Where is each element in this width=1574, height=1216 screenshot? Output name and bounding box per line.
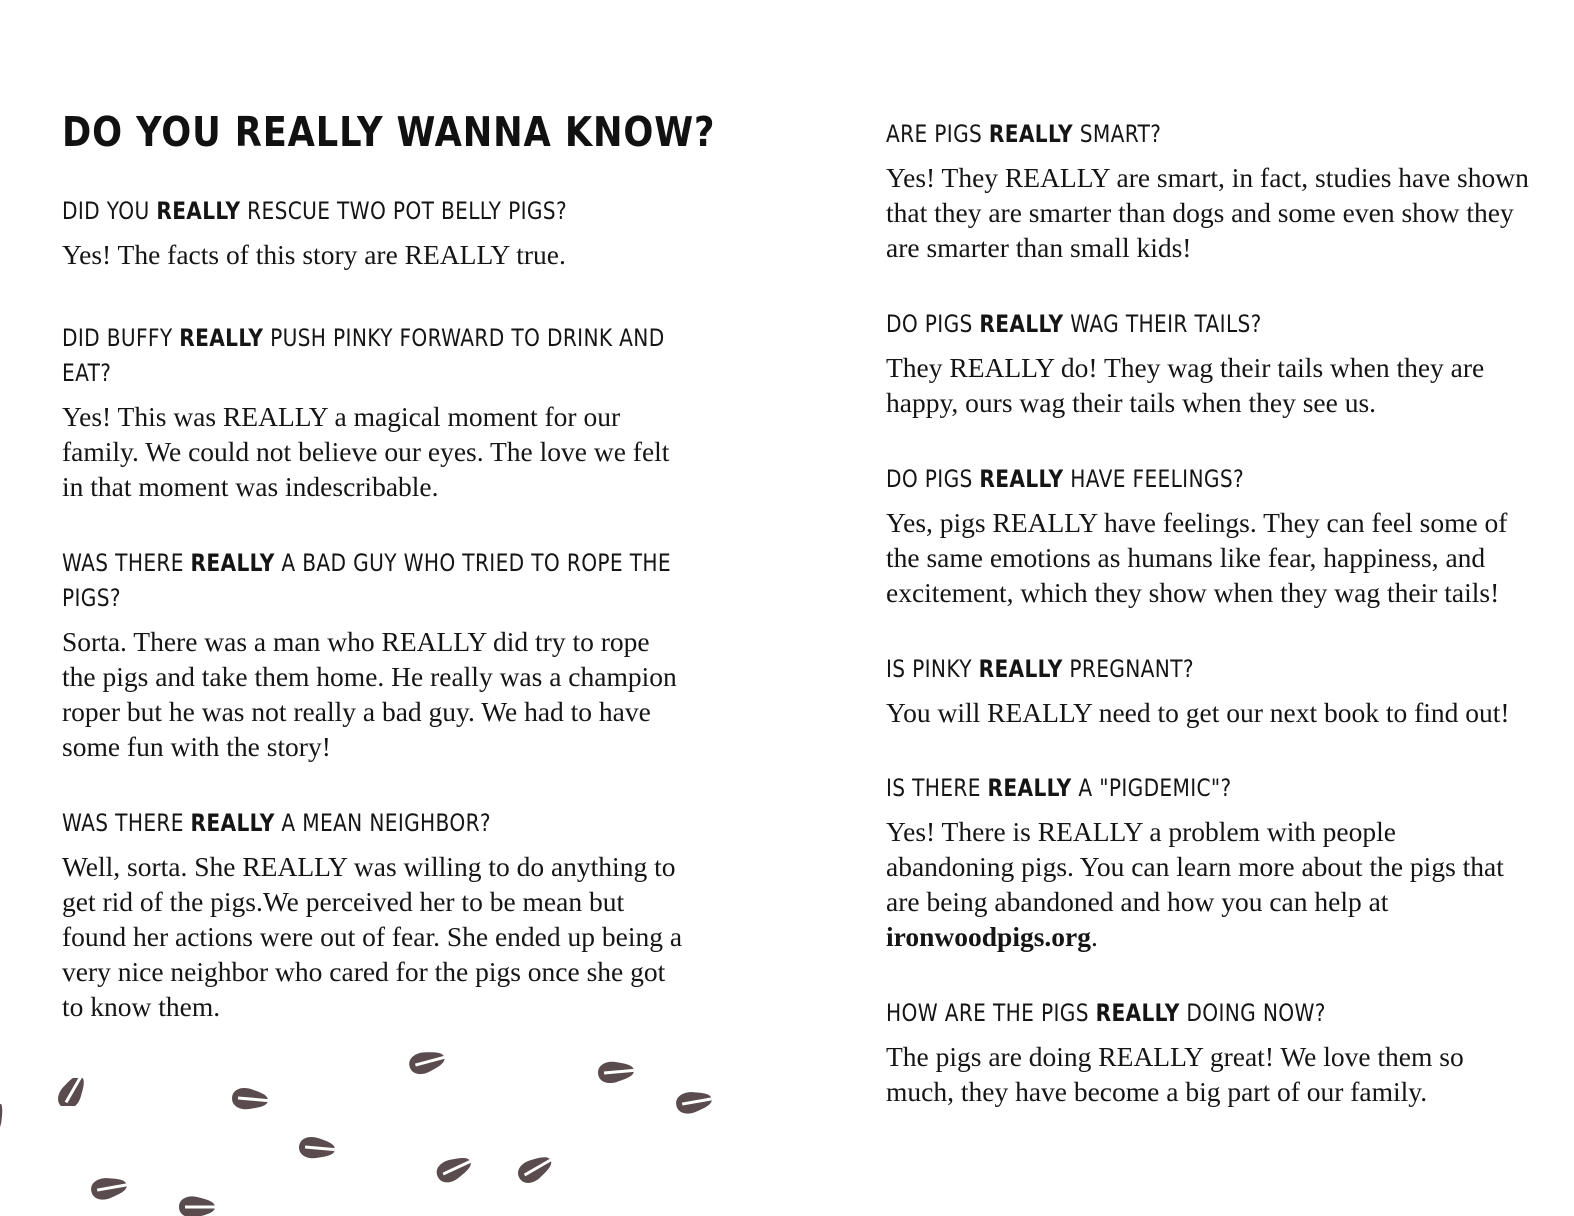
hoof-print-icon [432, 1155, 476, 1183]
hoof-print-icon [295, 1134, 339, 1162]
answer: Yes! This was REALLY a magical moment for our family. We could not believe our eyes. The love we felt in that moment was indescribable. [62, 401, 670, 502]
qa-item [886, 771, 1506, 954]
hoof-print-icon [87, 1174, 131, 1202]
question: DO PIGS REALLY WAG THEIR TAILS? [886, 310, 1262, 338]
qa-item [886, 117, 1536, 265]
answer: Yes! The facts of this story are REALLY true. [62, 239, 566, 270]
hoof-print-icon [50, 1078, 94, 1106]
answer: Yes! There is REALLY a problem with people abandoning pigs. You can learn more about the pigs that are being abandoned and how you can help at ironwoodpigs.org. [886, 816, 1504, 952]
question: WAS THERE REALLY A BAD GUY WHO TRIED TO ROPE THE PIGS? [62, 549, 671, 612]
hoof-print-icon [513, 1155, 557, 1183]
answer: The pigs are doing REALLY great! We love them so much, they have become a big part of our family. [886, 1041, 1464, 1107]
qa-item [886, 652, 1546, 730]
hoof-print-icon [175, 1193, 219, 1216]
hoof-print-icon [228, 1085, 272, 1113]
qa-item [62, 546, 682, 764]
hoof-print-icon [405, 1048, 449, 1076]
question: DID YOU REALLY RESCUE TWO POT BELLY PIGS? [62, 197, 567, 225]
answer: You will REALLY need to get our next book to find out! [886, 697, 1510, 728]
question: HOW ARE THE PIGS REALLY DOING NOW? [886, 999, 1326, 1027]
hoof-print-icon [594, 1058, 638, 1086]
qa-item [62, 321, 682, 504]
answer: Well, sorta. She REALLY was willing to do anything to get rid of the pigs.We perceived her to be mean but found her actions were out of fear. She ended up being a very nice neighbor who cared for the pigs once she got to know them. [62, 851, 683, 1022]
page-title: DO YOU REALLY WANNA KNOW? [62, 108, 716, 156]
question: WAS THERE REALLY A MEAN NEIGHBOR? [62, 809, 491, 837]
answer: Sorta. There was a man who REALLY did try to rope the pigs and take them home. He really was a champion roper but he was not really a bad guy. We had to have some fun with the story! [62, 626, 677, 762]
qa-item [62, 194, 702, 272]
hoof-print-icon [672, 1088, 716, 1116]
question: DID BUFFY REALLY PUSH PINKY FORWARD TO DRINK AND EAT? [62, 324, 665, 387]
answer: Yes, pigs REALLY have feelings. They can feel some of the same emotions as humans like fear, happiness, and excitement, which they show when they wag their tails! [886, 507, 1508, 608]
answer: They REALLY do! They wag their tails when they are happy, ours wag their tails when they see us. [886, 352, 1485, 418]
question: IS THERE REALLY A "PIGDEMIC"? [886, 774, 1232, 802]
question: ARE PIGS REALLY SMART? [886, 120, 1162, 148]
qa-item [886, 996, 1506, 1109]
qa-item [886, 307, 1536, 420]
question: DO PIGS REALLY HAVE FEELINGS? [886, 465, 1244, 493]
qa-item [62, 806, 692, 1024]
hoof-print-icon [0, 1104, 14, 1132]
qa-item [886, 462, 1546, 610]
website-link: ironwoodpigs.org [886, 921, 1092, 952]
question: IS PINKY REALLY PREGNANT? [886, 655, 1194, 683]
answer: Yes! They REALLY are smart, in fact, studies have shown that they are smarter than dogs and some even show they are smarter than small kids! [886, 162, 1529, 263]
